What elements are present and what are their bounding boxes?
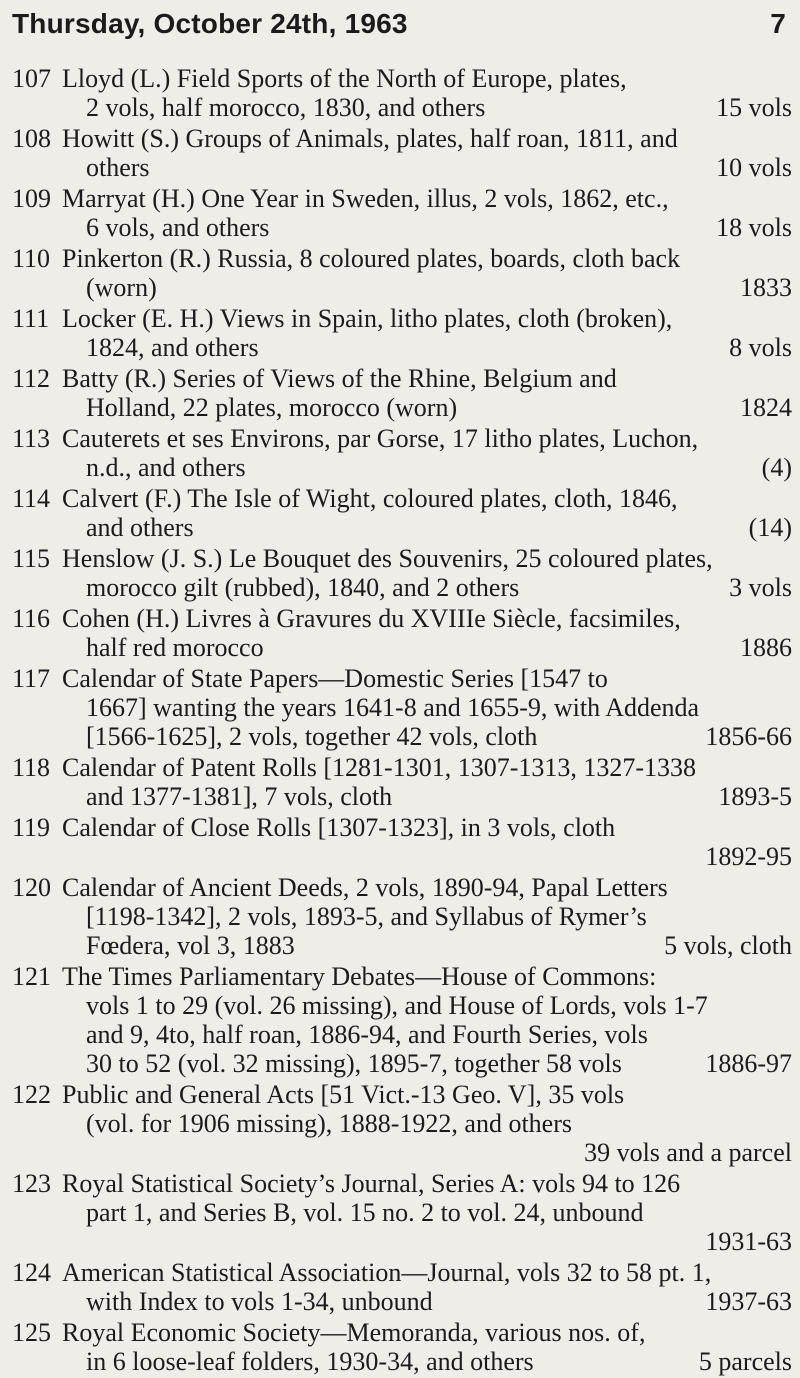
lot-number: 125	[12, 1318, 51, 1347]
lot-line: Batty (R.) Series of Views of the Rhine, Belgium and	[62, 364, 617, 393]
lot-number: 113	[12, 424, 51, 453]
lot-line: Calvert (F.) The Isle of Wight, coloured plates, cloth, 1846,	[62, 484, 678, 513]
lot-quantity: 1856-66	[705, 722, 792, 751]
lot-number: 121	[12, 962, 51, 991]
lot-number: 114	[12, 484, 51, 513]
lot-quantity: 1931-63	[705, 1227, 792, 1256]
lot-line: Calendar of State Papers—Domestic Series [1547 to	[62, 664, 608, 693]
lot-description: Fœdera, vol 3, 1883	[86, 931, 295, 960]
lot-line: Calendar of Patent Rolls [1281-1301, 1307-1313, 1327-1338	[62, 753, 697, 782]
lot-108	[12, 124, 792, 182]
lot-116	[12, 604, 792, 662]
lot-quantity: (14)	[748, 513, 792, 542]
lot-122	[12, 1080, 792, 1167]
lot-line: 1667] wanting the years 1641-8 and 1655-9, with Addenda	[86, 693, 700, 722]
lot-quantity: 18 vols	[716, 213, 792, 242]
lot-line: Pinkerton (R.) Russia, 8 coloured plates, boards, cloth back	[62, 244, 681, 273]
lot-line: Lloyd (L.) Field Sports of the North of Europe, plates,	[62, 64, 627, 93]
lot-number: 108	[12, 124, 51, 153]
lot-line: Marryat (H.) One Year in Sweden, illus, 2 vols, 1862, etc.,	[62, 184, 669, 213]
lot-quantity: 5 parcels	[698, 1347, 792, 1376]
lot-quantity: 8 vols	[729, 333, 792, 362]
lot-line: Royal Economic Society—Memoranda, various nos. of,	[62, 1318, 646, 1347]
lot-quantity: 1833	[740, 273, 792, 302]
lot-number: 118	[12, 753, 51, 782]
lot-115	[12, 544, 792, 602]
lot-number: 123	[12, 1169, 51, 1198]
lot-number: 116	[12, 604, 51, 633]
lot-quantity: 5 vols, cloth	[664, 931, 792, 960]
lot-110	[12, 244, 792, 302]
lot-number: 110	[12, 244, 51, 273]
lot-119	[12, 813, 792, 871]
lot-description: [1566-1625], 2 vols, together 42 vols, cloth	[86, 722, 538, 751]
lot-line: Cohen (H.) Livres à Gravures du XVIIIe Siècle, facsimiles,	[62, 604, 681, 633]
lot-118	[12, 753, 792, 811]
lot-line: Howitt (S.) Groups of Animals, plates, half roan, 1811, and	[62, 124, 678, 153]
lot-124	[12, 1258, 792, 1316]
lot-description: morocco gilt (rubbed), 1840, and 2 others	[86, 573, 520, 602]
lot-quantity: (4)	[761, 453, 792, 482]
lot-number: 107	[12, 64, 51, 93]
lot-line: Cauterets et ses Environs, par Gorse, 17 litho plates, Luchon,	[62, 424, 699, 453]
lot-quantity: 1937-63	[705, 1287, 792, 1316]
lot-120	[12, 873, 792, 960]
lot-line: [1198-1342], 2 vols, 1893-5, and Syllabus of Rymer’s	[86, 902, 647, 931]
lot-quantity: 39 vols and a parcel	[584, 1138, 792, 1167]
lot-113	[12, 424, 792, 482]
lot-description: others	[86, 153, 150, 182]
lot-line: Henslow (J. S.) Le Bouquet des Souvenirs, 25 coloured plates,	[62, 544, 713, 573]
lot-description: in 6 loose-leaf folders, 1930-34, and others	[86, 1347, 534, 1376]
lot-number: 120	[12, 873, 51, 902]
lot-line: Locker (E. H.) Views in Spain, litho plates, cloth (broken),	[62, 304, 673, 333]
lot-number: 119	[12, 813, 51, 842]
lot-description: and 1377-1381], 7 vols, cloth	[86, 782, 393, 811]
lot-number: 117	[12, 664, 51, 693]
lot-109	[12, 184, 792, 242]
lot-quantity: 1893-5	[718, 782, 792, 811]
lot-line: and 9, 4to, half roan, 1886-94, and Fourth Series, vols	[86, 1020, 648, 1049]
lot-line: The Times Parliamentary Debates—House of Commons:	[62, 962, 657, 991]
lot-description: (worn)	[86, 273, 157, 302]
lot-line: Calendar of Close Rolls [1307-1323], in 3 vols, cloth	[62, 813, 616, 842]
lot-number: 124	[12, 1258, 51, 1287]
lot-line: Royal Statistical Society’s Journal, Series A: vols 94 to 126	[62, 1169, 681, 1198]
lot-123	[12, 1169, 792, 1256]
lot-list	[12, 64, 792, 1378]
lot-line: Calendar of Ancient Deeds, 2 vols, 1890-94, Papal Letters	[62, 873, 668, 902]
lot-description: 30 to 52 (vol. 32 missing), 1895-7, together 58 vols	[86, 1049, 622, 1078]
lot-line: part 1, and Series B, vol. 15 no. 2 to vol. 24, unbound	[86, 1198, 644, 1227]
lot-number: 109	[12, 184, 51, 213]
lot-line: vols 1 to 29 (vol. 26 missing), and House of Lords, vols 1-7	[86, 991, 708, 1020]
lot-quantity: 1824	[740, 393, 792, 422]
lot-111	[12, 304, 792, 362]
lot-117	[12, 664, 792, 751]
header-date: Thursday, October 24th, 1963	[12, 8, 408, 39]
page-header	[12, 8, 786, 40]
lot-quantity: 1886	[740, 633, 792, 662]
lot-quantity: 3 vols	[729, 573, 792, 602]
lot-description: 1824, and others	[86, 333, 259, 362]
lot-quantity: 1892-95	[705, 842, 792, 871]
lot-121	[12, 962, 792, 1078]
lot-description: n.d., and others	[86, 453, 246, 482]
lot-description: 6 vols, and others	[86, 213, 270, 242]
lot-112	[12, 364, 792, 422]
lot-line: (vol. for 1906 missing), 1888-1922, and others	[86, 1109, 573, 1138]
lot-description: 2 vols, half morocco, 1830, and others	[86, 93, 486, 122]
lot-line: American Statistical Association—Journal, vols 32 to 58 pt. 1,	[62, 1258, 712, 1287]
lot-description: with Index to vols 1-34, unbound	[86, 1287, 433, 1316]
lot-114	[12, 484, 792, 542]
lot-number: 112	[12, 364, 51, 393]
lot-description: Holland, 22 plates, morocco (worn)	[86, 393, 458, 422]
lot-number: 111	[12, 304, 50, 333]
lot-description: half red morocco	[86, 633, 264, 662]
page-number: 7	[770, 8, 786, 39]
lot-quantity: 15 vols	[716, 93, 792, 122]
lot-107	[12, 64, 792, 122]
lot-quantity: 10 vols	[716, 153, 792, 182]
lot-description: and others	[86, 513, 194, 542]
lot-number: 122	[12, 1080, 51, 1109]
lot-quantity: 1886-97	[705, 1049, 792, 1078]
lot-line: Public and General Acts [51 Vict.-13 Geo. V], 35 vols	[62, 1080, 625, 1109]
lot-number: 115	[12, 544, 51, 573]
